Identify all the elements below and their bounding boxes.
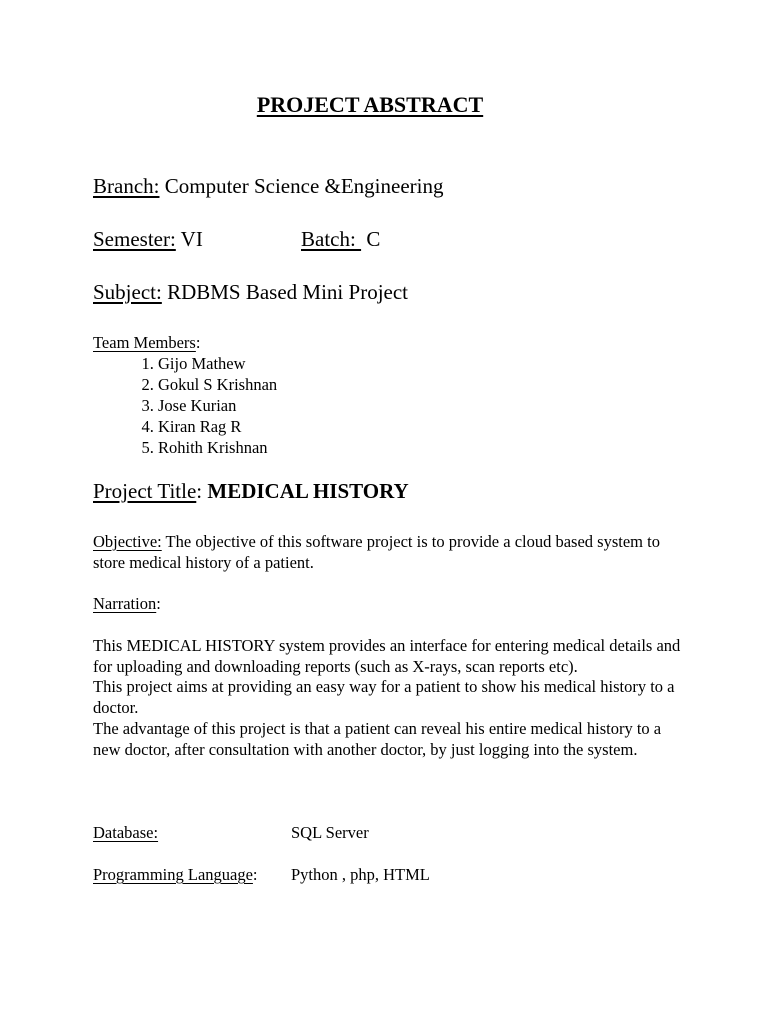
page-title: PROJECT ABSTRACT [256,92,484,117]
team-members-label: Team Members [93,333,196,352]
team-members-colon: : [195,333,201,352]
objective-text: The objective of this software project is to provide a cloud based system to store medical history of a patient. [93,532,660,572]
language-label: Programming Language [93,865,253,884]
narration-paragraph: This MEDICAL HISTORY system provides an interface for entering medical details and for uploading and downloading reports (such as X-rays, scan reports etc). [93,636,681,676]
list-item: 4. Kiran Rag R [158,416,277,437]
batch-value: C [361,227,381,251]
subject-line [93,280,408,305]
batch-line [301,227,380,252]
objective-label: Objective: [93,532,162,551]
branch-label: Branch: [93,174,160,198]
language-value: Python , php, HTML [291,865,430,884]
team-members-heading [93,333,200,353]
project-title-colon: : [196,479,208,503]
semester-line [93,227,203,252]
list-item: 3. Jose Kurian [158,395,277,416]
list-item: 2. Gokul S Krishnan [158,374,277,395]
narration-label: Narration [93,594,157,613]
narration-colon: : [156,594,161,613]
branch-value: Computer Science &Engineering [159,174,444,198]
semester-label: Semester: [93,227,176,251]
subject-value: RDBMS Based Mini Project [161,280,409,304]
branch-line [93,174,444,199]
narration-heading [93,594,161,614]
list-item: 5. Rohith Krishnan [158,437,277,458]
list-item: 1. Gijo Mathew [158,353,277,374]
objective-paragraph [93,532,683,573]
language-heading [93,865,258,885]
semester-value: VI [175,227,203,251]
project-title-line [93,479,409,504]
narration-paragraph: The advantage of this project is that a patient can reveal his entire medical history to a new doctor, after consultation with another doctor, by just logging into the system. [93,718,662,759]
database-value: SQL Server [291,823,369,842]
narration-paragraph: This project aims at providing an easy way for a patient to show his medical history to a doctor. [93,677,675,718]
narration-body [93,636,683,760]
batch-label: Batch: [301,227,362,251]
language-colon: : [252,865,258,884]
subject-label: Subject: [93,280,162,304]
database-label: Database: [93,823,159,842]
project-title-value: MEDICAL HISTORY [207,479,409,503]
team-members-list [136,353,277,458]
project-title-label: Project Title [93,479,197,503]
